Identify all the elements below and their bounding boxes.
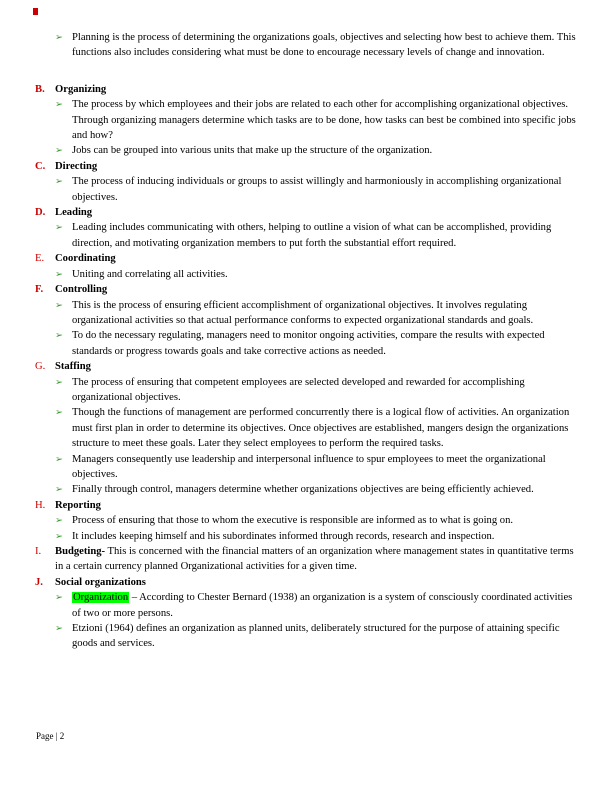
text-segment: Managers consequently use leadership and interpersonal influence to spur employees to meet the organizational objectives. (72, 453, 546, 480)
arrow-bullet-icon: ➢ (55, 623, 63, 635)
heading-title: Coordinating (55, 253, 116, 265)
bullet-text (72, 375, 581, 406)
bullet-text (72, 174, 581, 205)
heading-title: Controlling (55, 284, 108, 296)
bullet-item (35, 375, 581, 406)
document-content (35, 30, 581, 652)
letter-label: F. (35, 284, 44, 296)
lettered-heading-item (35, 205, 581, 220)
bullet-text (72, 405, 581, 451)
text-segment: Jobs can be grouped into various units that make up the structure of the organization. (72, 145, 433, 157)
bullet-text (72, 529, 581, 544)
heading-title: Directing (55, 160, 98, 172)
letter-label: B. (35, 83, 45, 95)
lettered-heading-item (35, 359, 581, 374)
letter-label: J. (35, 576, 43, 588)
text-segment: To do the necessary regulating, managers need to monitor ongoing activities, compare the results with expected standards or progress towards goals and take corrective actions as needed. (72, 330, 545, 357)
bullet-item (35, 529, 581, 544)
bullet-text (72, 513, 581, 528)
bullet-text (72, 298, 581, 329)
bullet-text (72, 452, 581, 483)
letter-label: G. (35, 361, 46, 373)
arrow-bullet-icon: ➢ (55, 592, 63, 604)
highlighted-text: Organization (73, 592, 129, 604)
text-segment: The process by which employees and their jobs are related to each other for accomplishing organizational objectives. Through organizing managers determine which tasks are to be done, how tasks can best be combined into specific jobs and how? (72, 99, 576, 142)
heading-title: Budgeting- (55, 546, 106, 557)
bullet-item (35, 143, 581, 158)
bullet-item (35, 452, 581, 483)
letter-label: I. (35, 546, 42, 557)
bullet-text (72, 590, 581, 621)
bullet-item (35, 267, 581, 282)
lettered-heading-item (35, 159, 581, 174)
heading-title: Staffing (55, 361, 91, 373)
letter-label: H. (35, 499, 46, 511)
text-segment: Planning is the process of determining the organizations goals, objectives and selecting how best to achieve them. This functions also includes considering what must be done to encourage necessary levels of change and innovation. (72, 32, 576, 59)
text-segment: Though the functions of management are performed concurrently there is a logical flow of activities. An organization must first plan in order to determine its objectives. Once objectives are established, mangers design the organizations structure to meet these goals. Later they select employees to perform the required tasks. (72, 407, 570, 450)
lettered-heading-item (35, 498, 581, 513)
bullet-item (35, 405, 581, 451)
arrow-bullet-icon: ➢ (55, 484, 63, 496)
bullet-text (72, 220, 581, 251)
arrow-bullet-icon: ➢ (55, 176, 63, 188)
heading-text (55, 544, 581, 575)
heading-text (55, 575, 581, 590)
heading-body-text: This is concerned with the financial matters of an organization where management states in quantitative terms in a certain currency planned Organizational activities for a given time. (55, 546, 574, 573)
bullet-text (72, 328, 581, 359)
text-segment: The process of inducing individuals or groups to assist willingly and harmoniously in accomplishing organizational objectives. (72, 176, 562, 203)
bullet-item (35, 97, 581, 143)
text-segment: Process of ensuring that those to whom the executive is responsible are informed as to what is going on. (72, 515, 514, 527)
text-segment: Leading includes communicating with others, helping to outline a vision of what can be accomplished, providing direction, and motivating organization members to put forth the substantial effort required. (72, 222, 552, 249)
text-segment: Uniting and correlating all activities. (72, 268, 228, 280)
arrow-bullet-icon: ➢ (55, 530, 63, 542)
letter-label: E. (35, 253, 45, 265)
lettered-heading-item (35, 251, 581, 266)
bullet-item (35, 590, 581, 621)
heading-text (55, 82, 581, 97)
arrow-bullet-icon: ➢ (55, 268, 63, 280)
heading-text (55, 498, 581, 513)
arrow-bullet-icon: ➢ (55, 330, 63, 342)
bullet-item (35, 482, 581, 497)
bullet-item (35, 513, 581, 528)
arrow-bullet-icon: ➢ (55, 222, 63, 234)
bullet-item (35, 298, 581, 329)
letter-label: D. (35, 207, 46, 219)
heading-text (55, 359, 581, 374)
bullet-text (72, 143, 581, 158)
arrow-bullet-icon: ➢ (55, 515, 63, 527)
lettered-heading-item (35, 575, 581, 590)
text-segment: This is the process of ensuring efficient accomplishment of organizational objectives. It involves regulating organizational activities so that actual performance conforms to expected organizational standards and goals. (72, 299, 534, 326)
text-segment: The process of ensuring that competent employees are selected developed and rewarded for accomplishing organizational objectives. (72, 376, 525, 403)
text-segment: It includes keeping himself and his subordinates informed through records, research and inspection. (72, 530, 495, 542)
bullet-item (35, 328, 581, 359)
letter-label: C. (35, 160, 46, 172)
bullet-item (35, 220, 581, 251)
heading-text (55, 159, 581, 174)
arrow-bullet-icon: ➢ (55, 145, 63, 157)
text-segment: Etzioni (1964) defines an organization as planned units, deliberately structured for the purpose of attaining specific goods and services. (72, 623, 560, 650)
arrow-bullet-icon: ➢ (55, 299, 63, 311)
bullet-text (72, 97, 581, 143)
page-footer: Page | 2 (36, 731, 65, 741)
bullet-text (72, 482, 581, 497)
arrow-bullet-icon: ➢ (55, 376, 63, 388)
heading-title: Organizing (55, 83, 107, 95)
bullet-item (35, 174, 581, 205)
heading-text (55, 282, 581, 297)
heading-title: Social organizations (55, 576, 146, 588)
arrow-bullet-icon: ➢ (55, 32, 63, 43)
arrow-bullet-icon: ➢ (55, 407, 63, 419)
arrow-bullet-icon: ➢ (55, 99, 63, 111)
bullet-text (72, 621, 581, 652)
bullet-item (35, 30, 581, 61)
lettered-heading-item (35, 544, 581, 575)
heading-text (55, 205, 581, 220)
bullet-text (72, 30, 581, 61)
bullet-text (72, 267, 581, 282)
page-edge-red-mark (33, 8, 38, 15)
lettered-heading-item (35, 82, 581, 97)
heading-title: Leading (55, 207, 93, 219)
lettered-heading-item (35, 282, 581, 297)
heading-text (55, 251, 581, 266)
arrow-bullet-icon: ➢ (55, 453, 63, 465)
text-segment: Finally through control, managers determine whether organizations objectives are being efficiently achieved. (72, 484, 534, 496)
heading-title: Reporting (55, 499, 101, 511)
bullet-item (35, 621, 581, 652)
text-segment: – According to Chester Bernard (1938) an organization is a system of consciously coordinated activities of two or more persons. (72, 592, 573, 619)
